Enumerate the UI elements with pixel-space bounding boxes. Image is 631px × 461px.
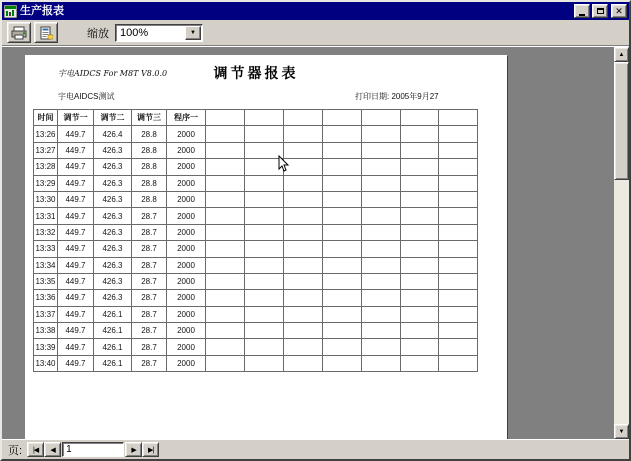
table-cell xyxy=(206,224,245,240)
table-cell xyxy=(401,208,439,224)
table-header-cell: 调节一 xyxy=(58,110,94,126)
table-cell: 449.7 xyxy=(58,257,94,273)
table-cell xyxy=(284,355,323,371)
pager-bar xyxy=(2,439,629,459)
table-cell xyxy=(284,175,323,191)
table-cell xyxy=(323,208,362,224)
prev-page-icon: ◀ xyxy=(50,446,55,454)
table-cell: 28.8 xyxy=(132,191,167,207)
export-button[interactable] xyxy=(34,22,58,43)
scroll-up-button[interactable] xyxy=(614,47,629,62)
table-cell xyxy=(362,339,401,355)
zoom-label: 缩放 xyxy=(87,27,109,40)
table-cell xyxy=(362,159,401,175)
table-cell xyxy=(439,126,478,142)
table-cell xyxy=(401,175,439,191)
table-row xyxy=(34,306,478,322)
table-cell xyxy=(439,355,478,371)
table-cell xyxy=(284,306,323,322)
table-cell xyxy=(401,339,439,355)
table-cell xyxy=(401,323,439,339)
mouse-cursor xyxy=(278,155,290,173)
table-cell: 449.7 xyxy=(58,224,94,240)
report-page xyxy=(25,55,507,439)
table-cell xyxy=(245,355,284,371)
printer-icon xyxy=(11,26,27,40)
table-cell: 13:33 xyxy=(34,241,58,257)
table-cell xyxy=(284,257,323,273)
table-row xyxy=(34,224,478,240)
table-cell xyxy=(323,241,362,257)
table-cell: 426.3 xyxy=(94,191,132,207)
table-cell xyxy=(362,257,401,273)
table-cell: 13:29 xyxy=(34,175,58,191)
table-cell: 2000 xyxy=(167,126,206,142)
table-cell: 449.7 xyxy=(58,191,94,207)
scroll-up-icon: ▲ xyxy=(618,51,625,58)
table-cell xyxy=(245,126,284,142)
table-cell xyxy=(323,224,362,240)
table-cell: 449.7 xyxy=(58,273,94,289)
table-cell: 28.7 xyxy=(132,339,167,355)
report-print-date: 打印日期: 2005年9月27 xyxy=(355,92,439,101)
table-cell: 13:30 xyxy=(34,191,58,207)
table-cell xyxy=(323,290,362,306)
table-cell xyxy=(439,241,478,257)
dropdown-arrow-icon[interactable]: ▼ xyxy=(185,26,201,40)
table-cell xyxy=(362,142,401,158)
table-cell: 449.7 xyxy=(58,159,94,175)
table-cell: 28.7 xyxy=(132,306,167,322)
prev-page-button[interactable] xyxy=(44,442,61,457)
table-header-cell: 时间 xyxy=(34,110,58,126)
table-cell: 13:27 xyxy=(34,142,58,158)
table-cell xyxy=(362,241,401,257)
table-cell xyxy=(284,224,323,240)
table-cell: 28.8 xyxy=(132,175,167,191)
window-title: 生产报表 xyxy=(20,5,64,17)
table-cell xyxy=(245,224,284,240)
table-cell: 449.7 xyxy=(58,175,94,191)
table-cell xyxy=(362,126,401,142)
table-row xyxy=(34,191,478,207)
table-cell: 449.7 xyxy=(58,142,94,158)
table-cell xyxy=(401,126,439,142)
table-cell: 2000 xyxy=(167,306,206,322)
table-cell xyxy=(323,175,362,191)
table-cell xyxy=(323,191,362,207)
table-header-cell: 调节二 xyxy=(94,110,132,126)
table-cell: 28.8 xyxy=(132,142,167,158)
table-cell: 2000 xyxy=(167,191,206,207)
table-cell: 426.3 xyxy=(94,224,132,240)
table-cell: 426.3 xyxy=(94,290,132,306)
table-cell: 449.7 xyxy=(58,126,94,142)
table-cell: 13:36 xyxy=(34,290,58,306)
table-header-cell xyxy=(245,110,284,126)
table-cell: 13:35 xyxy=(34,273,58,289)
table-cell: 28.7 xyxy=(132,241,167,257)
table-cell xyxy=(439,159,478,175)
table-cell xyxy=(439,208,478,224)
table-cell xyxy=(284,208,323,224)
table-cell xyxy=(206,175,245,191)
first-page-icon: |◀ xyxy=(32,446,39,454)
table-cell: 426.3 xyxy=(94,257,132,273)
table-cell: 449.7 xyxy=(58,306,94,322)
first-page-button[interactable] xyxy=(27,442,44,457)
table-cell: 13:37 xyxy=(34,306,58,322)
table-cell xyxy=(245,191,284,207)
table-cell: 2000 xyxy=(167,208,206,224)
vertical-scrollbar[interactable] xyxy=(614,47,629,439)
table-row xyxy=(34,126,478,142)
scrollbar-thumb[interactable] xyxy=(614,62,629,180)
table-cell xyxy=(206,323,245,339)
table-cell xyxy=(206,159,245,175)
table-cell xyxy=(245,306,284,322)
table-cell xyxy=(323,323,362,339)
table-row xyxy=(34,323,478,339)
table-cell xyxy=(245,339,284,355)
table-cell xyxy=(284,191,323,207)
table-cell: 13:38 xyxy=(34,323,58,339)
app-icon xyxy=(4,5,17,18)
table-cell: 2000 xyxy=(167,290,206,306)
report-version-line: 宇电AIDCS For M8T V8.0.0 xyxy=(58,69,168,78)
last-page-button[interactable] xyxy=(142,442,159,457)
table-cell: 449.7 xyxy=(58,290,94,306)
table-cell xyxy=(439,257,478,273)
table-cell xyxy=(401,257,439,273)
table-cell xyxy=(362,323,401,339)
next-page-button[interactable] xyxy=(125,442,142,457)
export-icon xyxy=(39,26,53,40)
table-cell: 426.3 xyxy=(94,159,132,175)
table-cell xyxy=(439,273,478,289)
table-row xyxy=(34,290,478,306)
title-bar xyxy=(2,2,629,20)
table-cell: 13:39 xyxy=(34,339,58,355)
table-cell: 426.3 xyxy=(94,273,132,289)
table-cell: 13:32 xyxy=(34,224,58,240)
table-cell: 28.8 xyxy=(132,159,167,175)
table-cell: 13:26 xyxy=(34,126,58,142)
table-cell: 449.7 xyxy=(58,339,94,355)
zoom-value: 100% xyxy=(120,26,149,39)
scroll-down-icon: ▼ xyxy=(618,428,625,435)
table-cell: 449.7 xyxy=(58,241,94,257)
table-cell: 2000 xyxy=(167,323,206,339)
next-page-icon: ▶ xyxy=(131,446,136,454)
table-header-cell xyxy=(206,110,245,126)
table-row xyxy=(34,142,478,158)
table-cell: 426.1 xyxy=(94,355,132,371)
last-page-icon: ▶| xyxy=(147,446,154,454)
table-cell xyxy=(245,290,284,306)
table-row xyxy=(34,175,478,191)
table-cell xyxy=(401,159,439,175)
table-cell: 426.4 xyxy=(94,126,132,142)
table-cell xyxy=(439,175,478,191)
table-cell xyxy=(439,290,478,306)
table-cell: 426.3 xyxy=(94,241,132,257)
table-cell xyxy=(401,241,439,257)
table-cell: 2000 xyxy=(167,257,206,273)
table-cell xyxy=(362,306,401,322)
minimize-icon xyxy=(579,14,585,16)
table-cell xyxy=(401,355,439,371)
table-cell: 28.7 xyxy=(132,323,167,339)
table-header-cell: 调节三 xyxy=(132,110,167,126)
table-cell: 28.7 xyxy=(132,273,167,289)
table-cell: 13:34 xyxy=(34,257,58,273)
table-row xyxy=(34,273,478,289)
print-preview-area xyxy=(2,47,629,439)
table-cell xyxy=(206,142,245,158)
table-cell: 2000 xyxy=(167,241,206,257)
table-cell xyxy=(439,142,478,158)
table-cell xyxy=(245,273,284,289)
table-cell: 28.7 xyxy=(132,208,167,224)
page-number-input[interactable] xyxy=(62,442,124,457)
table-cell xyxy=(245,241,284,257)
table-cell xyxy=(401,224,439,240)
table-row xyxy=(34,355,478,371)
table-cell xyxy=(245,175,284,191)
table-cell xyxy=(401,290,439,306)
close-icon: ✕ xyxy=(615,5,623,16)
table-row xyxy=(34,241,478,257)
table-cell xyxy=(323,159,362,175)
report-table xyxy=(33,109,478,372)
table-cell xyxy=(439,339,478,355)
table-cell: 449.7 xyxy=(58,323,94,339)
table-cell xyxy=(323,126,362,142)
table-cell xyxy=(206,339,245,355)
table-cell xyxy=(284,290,323,306)
table-cell xyxy=(206,257,245,273)
table-cell: 2000 xyxy=(167,355,206,371)
table-cell xyxy=(323,355,362,371)
table-cell xyxy=(439,224,478,240)
table-header-cell xyxy=(439,110,478,126)
table-cell: 28.7 xyxy=(132,290,167,306)
table-cell xyxy=(206,208,245,224)
table-cell: 2000 xyxy=(167,339,206,355)
table-cell: 2000 xyxy=(167,142,206,158)
table-cell xyxy=(284,323,323,339)
table-cell xyxy=(284,339,323,355)
table-cell xyxy=(362,273,401,289)
report-title: 调节器报表 xyxy=(213,65,299,81)
table-header-row xyxy=(34,110,478,126)
table-cell xyxy=(362,355,401,371)
report-dataset-name: 宇电AIDCS测试 xyxy=(58,92,115,101)
table-header-cell xyxy=(284,110,323,126)
table-cell: 426.3 xyxy=(94,175,132,191)
table-cell xyxy=(362,208,401,224)
table-row xyxy=(34,208,478,224)
table-cell xyxy=(323,273,362,289)
table-cell: 13:31 xyxy=(34,208,58,224)
table-cell xyxy=(362,224,401,240)
table-cell xyxy=(245,208,284,224)
table-cell xyxy=(206,290,245,306)
table-cell: 28.8 xyxy=(132,126,167,142)
table-cell: 426.3 xyxy=(94,142,132,158)
table-cell xyxy=(245,257,284,273)
restore-icon xyxy=(597,8,604,14)
table-cell: 426.1 xyxy=(94,323,132,339)
table-cell xyxy=(439,323,478,339)
table-cell xyxy=(401,191,439,207)
table-cell xyxy=(323,306,362,322)
table-cell xyxy=(401,142,439,158)
table-header-cell xyxy=(362,110,401,126)
table-cell xyxy=(401,273,439,289)
table-cell xyxy=(206,241,245,257)
table-cell: 28.7 xyxy=(132,257,167,273)
close-button[interactable] xyxy=(611,4,627,18)
zoom-combobox[interactable] xyxy=(115,24,203,42)
scroll-down-button[interactable] xyxy=(614,424,629,439)
table-cell: 2000 xyxy=(167,175,206,191)
table-cell: 426.3 xyxy=(94,208,132,224)
table-cell xyxy=(439,191,478,207)
table-row xyxy=(34,339,478,355)
toolbar xyxy=(2,20,629,46)
table-row xyxy=(34,257,478,273)
print-button[interactable] xyxy=(7,22,31,43)
table-cell xyxy=(284,273,323,289)
table-cell xyxy=(206,306,245,322)
table-cell xyxy=(206,191,245,207)
table-cell: 13:28 xyxy=(34,159,58,175)
table-cell xyxy=(362,175,401,191)
table-cell: 28.7 xyxy=(132,224,167,240)
table-cell: 2000 xyxy=(167,273,206,289)
table-cell: 28.7 xyxy=(132,355,167,371)
table-cell xyxy=(245,323,284,339)
pager-label: 页: xyxy=(8,444,23,457)
table-cell xyxy=(323,257,362,273)
table-cell xyxy=(362,290,401,306)
table-cell xyxy=(362,191,401,207)
table-header-cell: 程序一 xyxy=(167,110,206,126)
table-header-cell xyxy=(401,110,439,126)
table-cell xyxy=(206,355,245,371)
table-cell: 13:40 xyxy=(34,355,58,371)
minimize-button[interactable] xyxy=(574,4,590,18)
table-cell: 2000 xyxy=(167,159,206,175)
table-cell xyxy=(206,126,245,142)
table-cell xyxy=(323,339,362,355)
table-header-cell xyxy=(323,110,362,126)
table-cell: 426.1 xyxy=(94,306,132,322)
table-cell: 449.7 xyxy=(58,208,94,224)
table-cell xyxy=(323,142,362,158)
table-cell xyxy=(284,241,323,257)
table-cell: 449.7 xyxy=(58,355,94,371)
table-cell xyxy=(284,126,323,142)
table-cell xyxy=(206,273,245,289)
restore-button[interactable] xyxy=(592,4,608,18)
table-cell: 426.1 xyxy=(94,339,132,355)
table-cell xyxy=(439,306,478,322)
table-row xyxy=(34,159,478,175)
table-cell xyxy=(401,306,439,322)
table-cell: 2000 xyxy=(167,224,206,240)
